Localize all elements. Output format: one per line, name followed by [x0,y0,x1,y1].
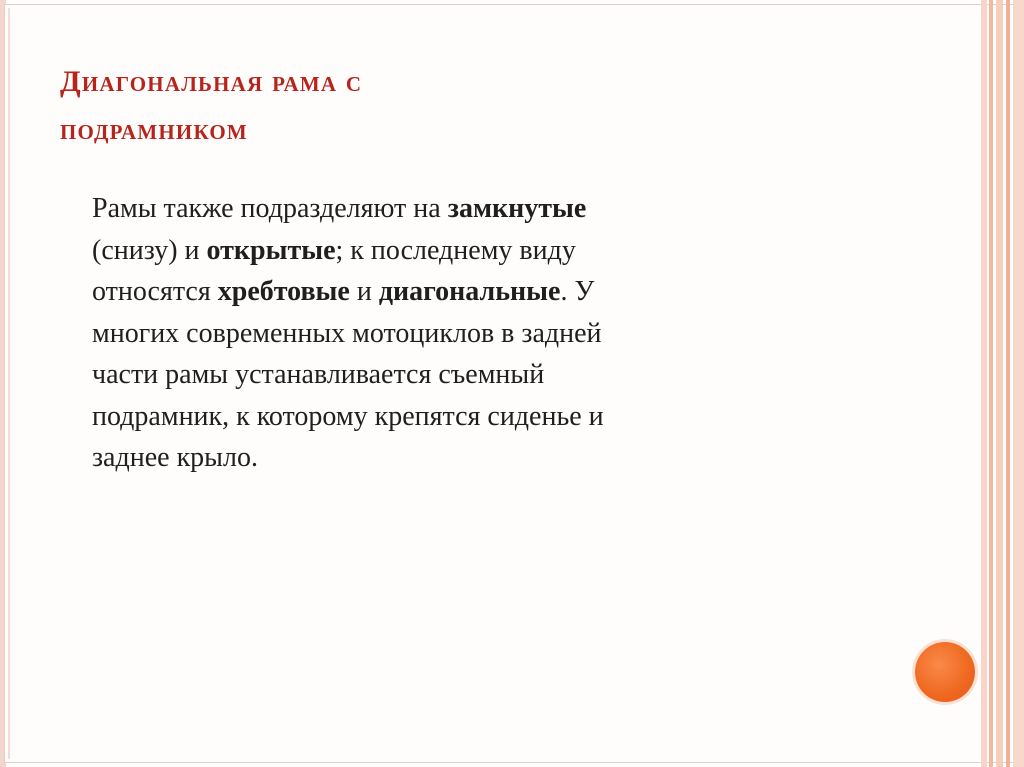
body-line-3 [92,271,852,313]
body-line-3-text-c: . У [560,276,595,307]
right-stripe-5 [1013,0,1024,767]
right-stripe-1 [981,0,987,767]
term-zamknutye: замкнутые [447,193,587,224]
slide-title [60,58,940,154]
body-line-7: заднее крыло. [92,442,258,473]
slide-title-line-1: Диагональная рама с [60,65,363,98]
body-line-2-text-b: ; к последнему виду [335,234,576,266]
body-line-2 [92,230,852,272]
right-stripe-3 [996,0,1003,767]
body-line-5: части рамы устанавливается съемный [92,359,545,390]
body-line-3-text-a: относятся [92,276,218,307]
body-line-6: подрамник, к которому крепятся сиденье и [92,400,604,432]
term-otkrytye: открытые [206,234,336,266]
term-diagonalnye: диагональные [378,276,561,307]
body-line-3-text-b: и [349,276,379,307]
right-stripe-4 [1006,0,1010,767]
body-line-1-text: Рамы также подразделяют на [92,193,448,224]
left-inner-stripe [8,8,10,759]
slide-body-text [92,188,852,479]
right-stripe-2 [989,0,993,767]
term-khrebtovye: хребтовые [217,276,350,307]
body-line-4: многих современных мотоциклов в задней [92,317,602,349]
slide-title-line-2: подрамником [60,113,248,146]
body-line-1 [92,188,852,230]
orange-circle-decoration [915,642,975,702]
body-line-2-text-a: (снизу) и [92,234,207,266]
